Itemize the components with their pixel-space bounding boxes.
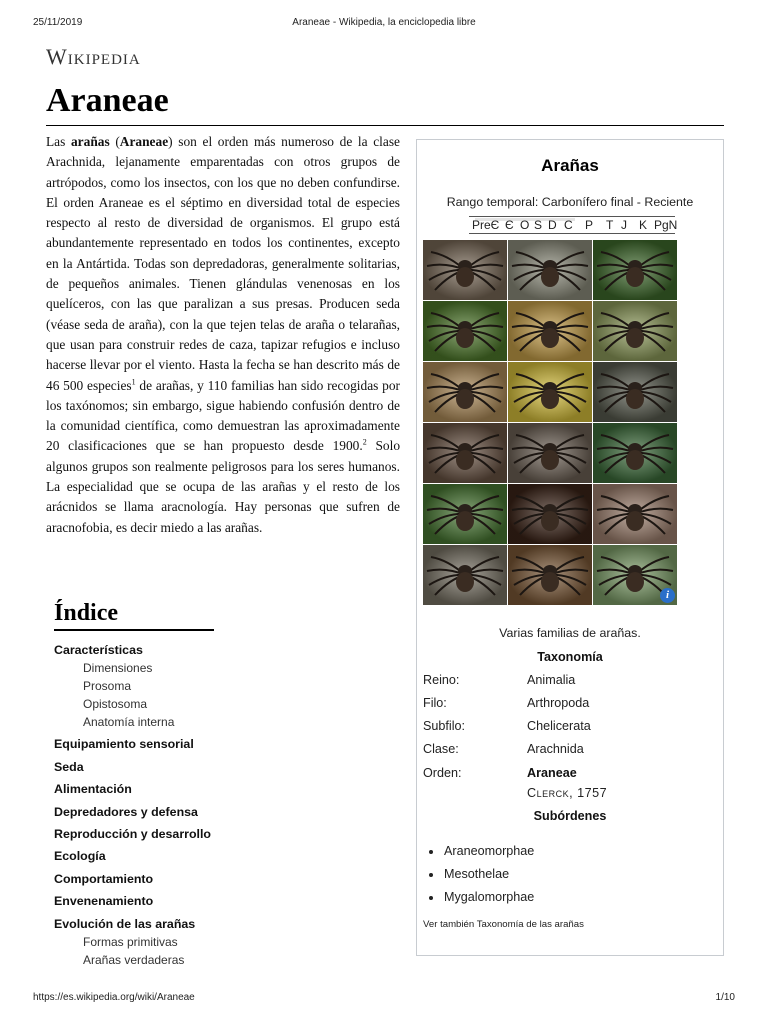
geologic-period[interactable]: O <box>520 218 530 232</box>
taxonomy-value[interactable] <box>527 766 577 780</box>
taxonomy-value[interactable]: Arthropoda <box>527 696 590 710</box>
article-title: Araneae <box>46 82 169 119</box>
spider-photo[interactable] <box>423 423 507 483</box>
taxonomy-value-bold: Araneae <box>527 766 577 780</box>
lead-bold-term: Araneae <box>119 134 169 149</box>
infobox-title: Arañas <box>541 156 599 175</box>
geologic-period-bar <box>469 216 678 234</box>
toc-title: Índice <box>54 600 214 631</box>
spider-silhouette-icon <box>423 301 507 361</box>
spider-photo[interactable] <box>508 423 592 483</box>
taxonomy-value[interactable]: Chelicerata <box>527 719 591 733</box>
geologic-period[interactable]: PreЄ <box>472 218 500 232</box>
toc-list <box>54 641 254 969</box>
geologic-period[interactable]: S <box>534 218 543 232</box>
toc-subsection[interactable]: Anatomía interna <box>83 715 175 729</box>
toc-section[interactable]: Reproducción y desarrollo <box>54 826 211 841</box>
spider-photo[interactable] <box>423 362 507 422</box>
spider-photo[interactable] <box>508 484 592 544</box>
wikipedia-wordmark[interactable]: Wikipedia <box>46 44 141 69</box>
taxonomy-rank: Reino: <box>423 673 460 687</box>
bullet-icon <box>429 850 433 854</box>
spider-silhouette-icon <box>508 301 592 361</box>
spider-silhouette-icon <box>423 484 507 544</box>
infobox <box>416 139 724 956</box>
spider-photo[interactable] <box>593 301 677 361</box>
suborders-heading: Subórdenes <box>533 809 607 823</box>
geologic-period[interactable]: C <box>564 218 573 232</box>
suborder-item[interactable] <box>429 844 534 858</box>
spider-photo[interactable] <box>593 423 677 483</box>
article-lead-paragraph <box>46 132 400 538</box>
spider-photo[interactable] <box>508 240 592 300</box>
spider-photo[interactable] <box>593 362 677 422</box>
reference-1[interactable]: 1 <box>131 377 136 387</box>
spider-silhouette-icon <box>593 362 677 422</box>
toc-section[interactable]: Depredadores y defensa <box>54 804 198 819</box>
geologic-period[interactable]: PgN <box>654 218 678 232</box>
spider-silhouette-icon <box>423 545 507 605</box>
toc-section[interactable]: Seda <box>54 759 84 774</box>
geologic-period[interactable]: T <box>606 218 614 232</box>
toc-section[interactable]: Equipamiento sensorial <box>54 737 194 752</box>
toc-section[interactable]: Ecología <box>54 849 106 864</box>
geologic-period[interactable]: D <box>548 218 557 232</box>
bullet-icon <box>429 873 433 877</box>
spider-photo[interactable] <box>508 545 592 605</box>
toc-section[interactable]: Características <box>54 643 143 657</box>
spider-silhouette-icon <box>508 362 592 422</box>
toc-subsection[interactable]: Arañas verdaderas <box>83 952 185 967</box>
suborder-item[interactable] <box>429 890 534 904</box>
infobox-time-range: Rango temporal: Carbonífero final - Reciente <box>446 195 694 209</box>
spider-photo[interactable] <box>423 545 507 605</box>
spider-silhouette-icon <box>508 240 592 300</box>
taxonomy-rank: Filo: <box>423 696 447 710</box>
toc-subsection[interactable]: Prosoma <box>83 679 132 693</box>
spider-silhouette-icon <box>508 545 592 605</box>
spider-silhouette-icon <box>423 240 507 300</box>
taxon-author: Clerck, 1757 <box>527 786 608 800</box>
taxonomy-rank: Clase: <box>423 742 459 756</box>
lead-text: Las <box>46 134 71 149</box>
spider-photo[interactable] <box>423 240 507 300</box>
geologic-period[interactable]: J <box>621 218 627 232</box>
lead-text: ( <box>109 134 120 149</box>
taxonomy-value[interactable]: Animalia <box>527 673 576 687</box>
reference-2[interactable]: 2 <box>362 437 367 447</box>
geologic-period[interactable]: K <box>639 218 648 232</box>
lead-text: ) son el orden más numeroso de la clase Arachnida, lejanamente emparentadas con otros grupos de artrópodos, como los insectos, con los que no deben confundirse. El orden Araneae es el séptimo en diversidad total de especies respecto al resto de diversidad de organismos. El grupo está abundantemente representado en todos los continentes, excepto en la Antártida. Todas son depredadoras, generalmente solitarias, de pequeños animales. Tienen glándulas venenosas en los quelíceros, con las que paralizan a sus presas. Producen seda (véase seda de araña), con la que tejen telas de araña o telarañas, que usan para construir redes de caza, tapizar refugios e incluso hacerse llevar por el viento. Hasta la fecha se han descrito más de 46 500 especies <box>46 134 400 393</box>
infobox-caption: Varias familias de arañas. <box>499 626 641 640</box>
toc-subsection[interactable]: Dimensiones <box>83 661 153 675</box>
spider-photo[interactable] <box>593 545 677 605</box>
spider-photo[interactable] <box>423 484 507 544</box>
spider-photo[interactable] <box>593 240 677 300</box>
toc-section[interactable]: Envenenamiento <box>54 894 154 909</box>
image-info-icon[interactable]: i <box>660 588 675 603</box>
toc-section[interactable]: Comportamiento <box>54 871 154 886</box>
lead-text: de arañas, y 110 familias han sido recogidas por los taxónomos; sin embargo, sigue habiendo confusión dentro de la comunidad científica, como demuestran las aproximadamente 20 clasificaciones que se han propuesto desde 1900. <box>46 377 400 454</box>
spider-photo[interactable] <box>508 362 592 422</box>
spider-silhouette-icon <box>593 484 677 544</box>
bullet-icon <box>429 896 433 900</box>
taxonomy-heading: Taxonomía <box>537 650 603 664</box>
spider-silhouette-icon <box>508 423 592 483</box>
spider-silhouette-icon <box>423 362 507 422</box>
geologic-period[interactable]: P <box>585 218 594 232</box>
suborder-label: Mygalomorphae <box>444 890 535 904</box>
taxonomy-value[interactable]: Arachnida <box>527 742 584 756</box>
taxonomy-rank: Subfilo: <box>423 719 466 733</box>
suborder-label: Araneomorphae <box>444 844 535 858</box>
spider-silhouette-icon <box>593 423 677 483</box>
suborder-label: Mesothelae <box>444 867 510 881</box>
spider-photo[interactable] <box>423 301 507 361</box>
spider-silhouette-icon <box>593 301 677 361</box>
print-page-title: Araneae - Wikipedia, la enciclopedia libre <box>292 17 476 28</box>
print-date: 25/11/2019 <box>33 17 83 28</box>
spider-photo[interactable] <box>508 301 592 361</box>
spider-silhouette-icon <box>423 423 507 483</box>
suborder-item[interactable] <box>429 867 509 881</box>
toc-section[interactable]: Alimentación <box>54 782 132 797</box>
lead-bold-term: arañas <box>70 134 110 149</box>
geologic-period[interactable]: Є <box>505 218 514 232</box>
taxonomy-rank: Orden: <box>423 766 462 780</box>
print-page-number: 1/10 <box>715 992 735 1003</box>
title-divider <box>46 125 724 126</box>
spider-silhouette-icon <box>593 240 677 300</box>
toc-subsection[interactable]: Formas primitivas <box>83 934 178 949</box>
spider-photo-grid[interactable] <box>423 240 677 604</box>
table-of-contents <box>54 600 254 969</box>
toc-subsection[interactable]: Opistosoma <box>83 697 148 711</box>
spider-silhouette-icon <box>508 484 592 544</box>
lead-text: Solo algunos grupos son realmente peligrosos para los seres humanos. La especialidad que se ocupa de las arañas y el resto de los arácnidos se llama aracnología. Hay personas que sufren de aracnofobia, es decir miedo a las arañas. <box>46 438 401 535</box>
see-also-link[interactable]: Ver también Taxonomía de las arañas <box>423 919 584 930</box>
print-url: https://es.wikipedia.org/wiki/Araneae <box>33 992 195 1003</box>
toc-section[interactable]: Evolución de las arañas <box>54 916 196 931</box>
spider-photo[interactable] <box>593 484 677 544</box>
